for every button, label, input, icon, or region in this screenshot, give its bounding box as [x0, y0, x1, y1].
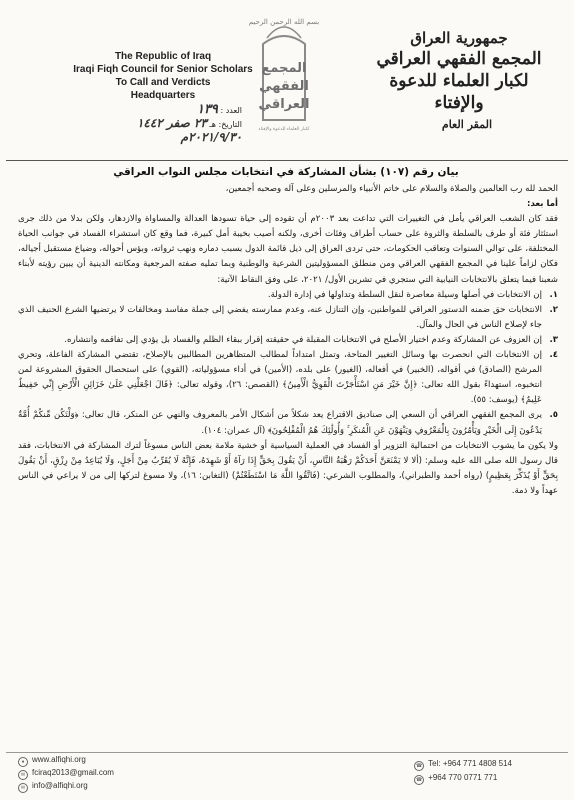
footer-contacts-web [18, 754, 114, 793]
mail-icon: ✉ [18, 770, 28, 780]
footer-phone-1: Tel: +964 771 4808 514 [428, 759, 512, 768]
header-en-line-2: Iraqi Fiqh Council for Senior Scholars [73, 64, 253, 75]
statement-amma-baad: أما بعد: [527, 199, 558, 210]
statement-point-4 [18, 348, 558, 408]
statement-body [18, 182, 558, 499]
phone-icon: ☎ [416, 777, 423, 783]
footer-web-row [18, 754, 114, 767]
header-ar-line-1: جمهورية العراق [410, 29, 508, 47]
header-divider [6, 160, 568, 161]
statement-point-5 [18, 408, 558, 438]
logo-text-1: المجمع [261, 61, 307, 76]
header-arabic [364, 28, 554, 131]
phone-icon: ☎ [416, 763, 423, 769]
mail-icon: ✉ [18, 783, 28, 793]
logo-calligraphy: بسم الله الرحمن الرحيم [248, 18, 320, 26]
point-number: ٥. [549, 410, 558, 421]
meta-number-value: ١٣٩ [196, 102, 218, 117]
footer-contacts-phone [414, 757, 512, 785]
header-en-line-4: Headquarters [130, 90, 196, 101]
meta-date-row [122, 117, 242, 131]
logo-subtitle: لكبار العلماء للدعوة والإفتاء [258, 127, 310, 132]
logo-text-3: العراقي [258, 97, 310, 112]
footer-email-link-1[interactable]: fciraq2013@gmail.com [32, 768, 114, 777]
footer-email-link-2[interactable]: info@alfiqhi.org [32, 781, 88, 790]
meta-number-row [122, 103, 242, 117]
meta-date-greg: ٢٠٢١/٩/٣٠م [180, 130, 242, 144]
footer-phone-2: +964 770 0771 771 [428, 773, 498, 782]
logo-text-2: الفقهي [259, 79, 309, 94]
statement-title: بيان رقم (١٠٧) بشأن المشاركة في انتخابات مجلس النواب العراقي [113, 166, 459, 178]
header-english [58, 50, 268, 102]
footer-website-link[interactable]: www.alfiqhi.org [32, 755, 86, 764]
point-text: الانتخابات حق ضمنه الدستور العراقي للمواطنين، وإن التنازل عنه، وعدم ممارسته يفضي إلى جملة مفاسد ومخالفات لا يرتضيها الشرع الحنيف الذي جاء لإصلاح الناس في الحال والمآل. [18, 304, 542, 330]
statement-opening: الحمد لله رب العالمين والصلاة والسلام على خاتم الأنبياء والمرسلين وعلى آله وصحبه أجمعين، [225, 184, 558, 194]
point-number: ٣. [549, 334, 558, 345]
header-en-line-3: To Call and Verdicts [115, 77, 211, 88]
footer-phone-row-2 [414, 771, 512, 785]
meta-date-label: التاريخ: هـ [209, 120, 242, 129]
globe-icon: ● [18, 757, 28, 767]
statement-intro: فقد كان الشعب العراقي يأمل في التغييرات التي تداعت بعد ٢٠٠٣م أن تقوده إلى حياة تسودها العدالة والمساواة والازدهار، ولكن بدلا من ذلك جرى استئثار فئة أو طرف بالسلطة والثروة على حساب أطراف وفئات أخرى، ولكنه أصيب بخيبة أمل كبيرة، فما وقع كان استشراء الفساد في جوانب الحياة المختلفة، على توالي السنوات وتعاقب الحكومات، حتى تردى العراق إلى ذيل قائمة الدول بسبب دماره ونهب ثرواته، وبؤس أحواله، وضياع مستقبل أجياله، فكان لزاماً علينا في المجمع الفقهي العراقي ومن منطلق المسؤوليتين الشرعية والوطنية وبما تمليه صفته المرجعية ومكانته الدينية أن يبين رؤيته لأبناء شعبنا فيما يتعلق بالانتخابات النيابية التي ستجري في تشرين الأول/ ٢٠٢١، على وفق النقاط الآتية: [18, 214, 558, 285]
point-number: ٤. [549, 350, 558, 361]
point-text: إن الانتخابات التي انحصرت بها وسائل التغيير المتاحة، وتمثل امتداداً لمطالب المتظاهرين المطالبين بالإصلاح، تقتضي المشاركة الفاعلة، وتحري المرشح (الصادق) في أقواله، (الخبير) في أفعاله، (الغيور) على بلده، (الأمين) في أداء مسؤولياته، (القوي) على استحصال الحقوق المشروعة لمن انتخبوه، استهداءً بقول الله تعالى: ﴿إِنَّ خَيْرَ مَنِ اسْتَأْجَرْتَ الْقَوِيُّ الْأَمِينُ﴾ (القصص: ٢٦)، وقوله تعالى: ﴿قَالَ اجْعَلْنِي عَلَىٰ خَزَائِنِ الْأَرْضِ إِنِّي حَفِيظٌ عَلِيمٌ﴾ (يوسف: ٥٥). [18, 350, 542, 406]
document-meta [122, 103, 242, 145]
point-text: يرى المجمع الفقهي العراقي أن السعي إلى صناديق الاقتراع يعد شكلاً من أشكال الأمر بالمعروف والنهي عن المنكر، قال تعالى: ﴿وَلْتَكُن مِّنكُمْ أُمَّةٌ يَدْعُونَ إِلَى الْخَيْرِ وَيَأْمُرُونَ بِالْمَعْرُوفِ وَيَنْهَوْنَ عَنِ الْمُنكَرِ ۚ وَأُولَٰئِكَ هُمُ الْمُفْلِحُونَ﴾ (آل عمران: ١٠٤). [18, 410, 542, 436]
footer-email-row-2 [18, 780, 114, 793]
statement-point-2 [18, 303, 558, 333]
footer-divider [6, 752, 568, 753]
statement-point-3 [18, 333, 558, 348]
footer-email-row-1 [18, 767, 114, 780]
header-ar-line-2: المجمع الفقهي العراقي [376, 49, 542, 69]
meta-greg-row [122, 131, 242, 145]
header-ar-line-3: لكبار العلماء للدعوة والإفتاء [389, 71, 529, 113]
point-text: إن العزوف عن المشاركة وعدم اختيار الأصلح في الانتخابات المقبلة في حقيقته إقرار ببقاء الظلم والفساد بل يؤدي إلى تفاقمه وانتشاره. [64, 334, 542, 345]
statement-closing: ولا يكون ما يشوب الانتخابات من احتمالية التزوير أو الفساد في العملية السياسية أو خشية ملامة بعض الناس مسوغاً لترك المشاركة في الانتخابات، فقد قال رسول الله صلى الله عليه وسلم: (ألا لا يَمْنَعَنَّ أَحَدَكُمْ رَهْبَةُ النَّاسِ، أَنْ يَقُولَ بِحَقٍّ إِذَا رَآهُ أَوْ شَهِدَهُ، فَإِنَّهُ لَا يُقَرِّبُ مِنْ أَجَلٍ، وَلَا يُبَاعِدُ مِنْ رِزْقٍ، أَنْ يَقُولَ بِحَقٍّ أَوْ يُذَكِّرَ بِعَظِيمٍ) (رواه أحمد والطبراني)، والمطلوب الشرعي: (فَاتَّقُوا اللَّهَ مَا اسْتَطَعْتُمْ) (التغابن: ١٦)، ولا مسوغ لتركها إلى من لا يراعي في الناس عهداً ولا ذمة. [18, 440, 558, 496]
header-en-line-1: The Republic of Iraq [114, 51, 212, 62]
meta-number-label: العدد : [220, 106, 242, 115]
statement-point-1 [18, 288, 558, 303]
meta-date-hijri: ٢٣ صفر ١٤٤٢ [136, 116, 207, 130]
header-ar-hq: المقر العام [441, 118, 492, 131]
point-number: ٢. [549, 304, 558, 315]
point-number: ١. [549, 289, 558, 300]
point-text: إن الانتخابات في أصلها وسيلة معاصرة لنقل السلطة وتداولها في إدارة الدولة. [267, 289, 542, 300]
footer-phone-row-1 [414, 757, 512, 771]
council-logo-icon [243, 8, 325, 158]
